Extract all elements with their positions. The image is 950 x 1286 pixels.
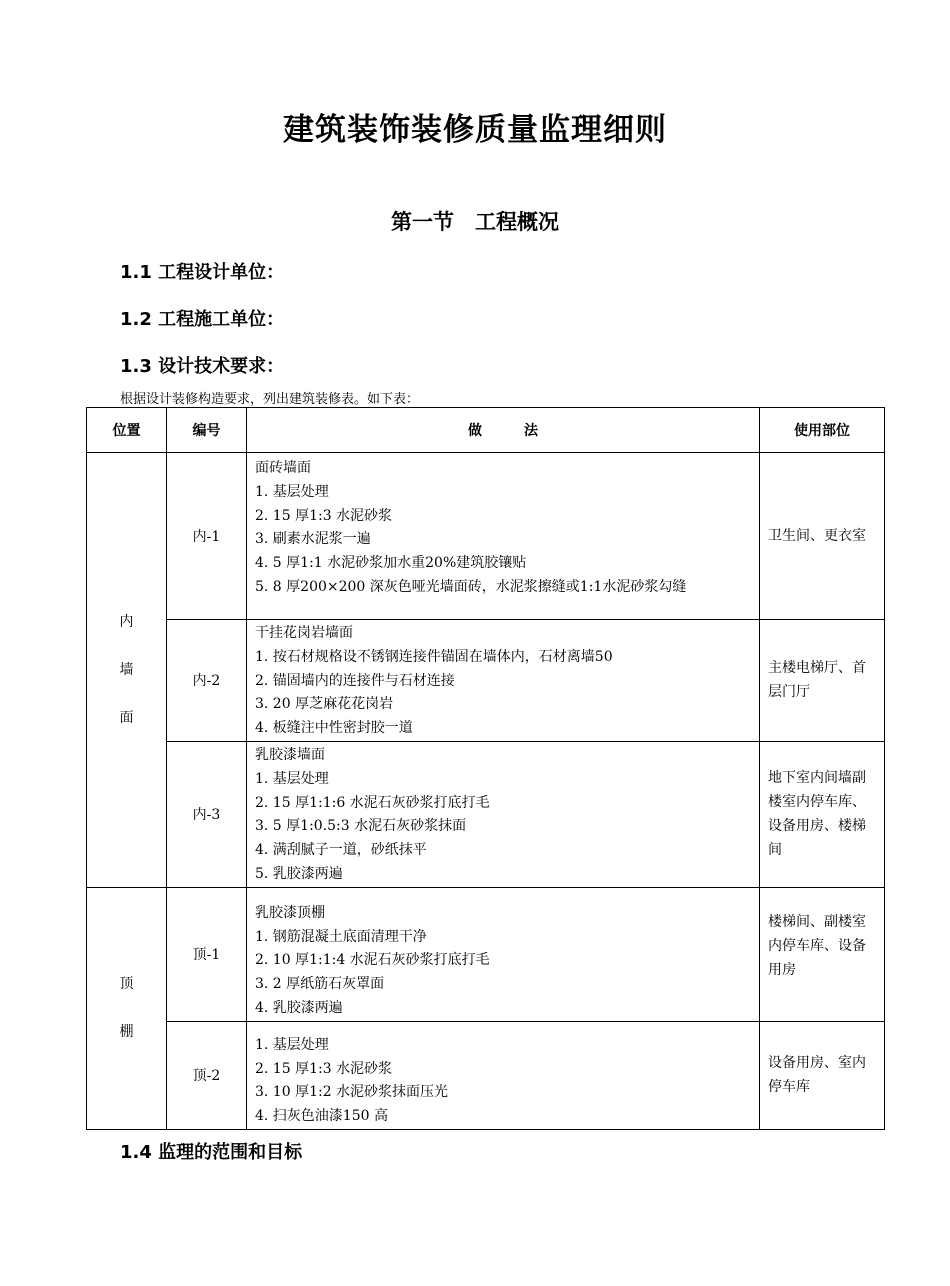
method-line: 面砖墙面 <box>255 460 311 476</box>
method-cell <box>247 1021 760 1129</box>
table-header-row <box>87 408 885 453</box>
method-line: 4. 板缝注中性密封胶一道 <box>255 720 413 737</box>
method-line: 1. 基层处理 <box>255 483 329 500</box>
method-line: 乳胶漆墙面 <box>255 746 325 763</box>
table-row <box>87 453 885 620</box>
intro-paragraph: 根据设计装修构造要求，列出建筑装修表。如下表： <box>120 392 420 407</box>
position-char: 墙 <box>119 661 134 678</box>
method-line: 4. 满刮腻子一道，砂纸抹平 <box>255 842 427 859</box>
method-line: 3. 20 厚芝麻花花岗岩 <box>255 696 394 713</box>
method-line: 1. 按石材规格设不锈钢连接件锚固在墙体内，石材离墙50 <box>255 648 613 665</box>
heading-construction-unit: 1.2 工程施工单位： <box>120 309 285 330</box>
method-line: 4. 扫灰色油漆150 高 <box>255 1108 388 1125</box>
usage-cell: 设备用房、室内停车库 <box>760 1021 885 1129</box>
usage-cell: 主楼电梯厅、首层门厅 <box>760 620 885 742</box>
method-line: 3. 5 厚1:0.5:3 水泥石灰砂浆抹面 <box>255 818 467 835</box>
code-cell: 内-1 <box>167 453 247 620</box>
header-position: 位置 <box>87 408 167 453</box>
method-cell <box>247 887 760 1021</box>
method-line: 1. 基层处理 <box>255 1036 329 1053</box>
position-cell-ceiling <box>87 887 167 1129</box>
position-cell-inner-wall <box>87 453 167 888</box>
method-line: 5. 8 厚200×200 深灰色哑光墙面砖，水泥浆擦缝或1:1水泥砂浆勾缝 <box>255 578 687 595</box>
method-line: 1. 基层处理 <box>255 770 329 787</box>
method-line: 3. 刷素水泥浆一遍 <box>255 531 371 548</box>
header-code: 编号 <box>167 408 247 453</box>
code-cell: 内-3 <box>167 741 247 887</box>
code-cell: 内-2 <box>167 620 247 742</box>
method-cell <box>247 741 760 887</box>
heading-scope-and-goals: 1.4 监理的范围和目标 <box>120 1142 303 1163</box>
method-line: 4. 乳胶漆两遍 <box>255 999 343 1016</box>
decoration-table <box>86 407 885 1130</box>
position-char: 面 <box>119 709 134 726</box>
heading-design-requirements: 1.3 设计技术要求： <box>120 356 285 377</box>
method-line: 1. 钢筋混凝土底面清理干净 <box>255 928 427 945</box>
heading-design-unit: 1.1 工程设计单位： <box>120 262 285 283</box>
header-method: 做 法 <box>247 408 760 453</box>
method-line: 2. 10 厚1:1:4 水泥石灰砂浆打底打毛 <box>255 952 490 969</box>
method-line: 5. 乳胶漆两遍 <box>255 865 343 882</box>
method-line: 2. 15 厚1:3 水泥砂浆 <box>255 1060 393 1077</box>
table-row <box>87 887 885 1021</box>
document-title: 建筑装饰装修质量监理细则 <box>283 112 667 148</box>
table-row <box>87 741 885 887</box>
method-line: 干挂花岗岩墙面 <box>255 625 353 641</box>
position-char: 棚 <box>119 1024 134 1041</box>
position-char: 内 <box>119 613 134 630</box>
usage-cell: 地下室内间墙副楼室内停车库、设备用房、楼梯间 <box>760 741 885 887</box>
method-line: 乳胶漆顶棚 <box>255 904 325 921</box>
position-char: 顶 <box>119 976 134 993</box>
method-line: 3. 2 厚纸筋石灰罩面 <box>255 976 385 993</box>
header-usage: 使用部位 <box>760 408 885 453</box>
code-cell: 顶-2 <box>167 1021 247 1129</box>
usage-cell: 楼梯间、副楼室内停车库、设备用房 <box>760 887 885 1021</box>
method-line: 2. 锚固墙内的连接件与石材连接 <box>255 672 455 689</box>
method-line: 2. 15 厚1:1:6 水泥石灰砂浆打底打毛 <box>255 794 490 811</box>
section-title: 第一节 工程概况 <box>391 210 559 234</box>
method-line: 3. 10 厚1:2 水泥砂浆抹面压光 <box>255 1084 449 1101</box>
usage-cell: 卫生间、更衣室 <box>760 453 885 620</box>
method-line: 2. 15 厚1:3 水泥砂浆 <box>255 507 393 524</box>
method-cell <box>247 620 760 742</box>
table-row <box>87 1021 885 1129</box>
code-cell: 顶-1 <box>167 887 247 1021</box>
method-line: 4. 5 厚1:1 水泥砂浆加水重20%建筑胶镶贴 <box>255 555 527 572</box>
table-row <box>87 620 885 742</box>
method-cell <box>247 453 760 620</box>
